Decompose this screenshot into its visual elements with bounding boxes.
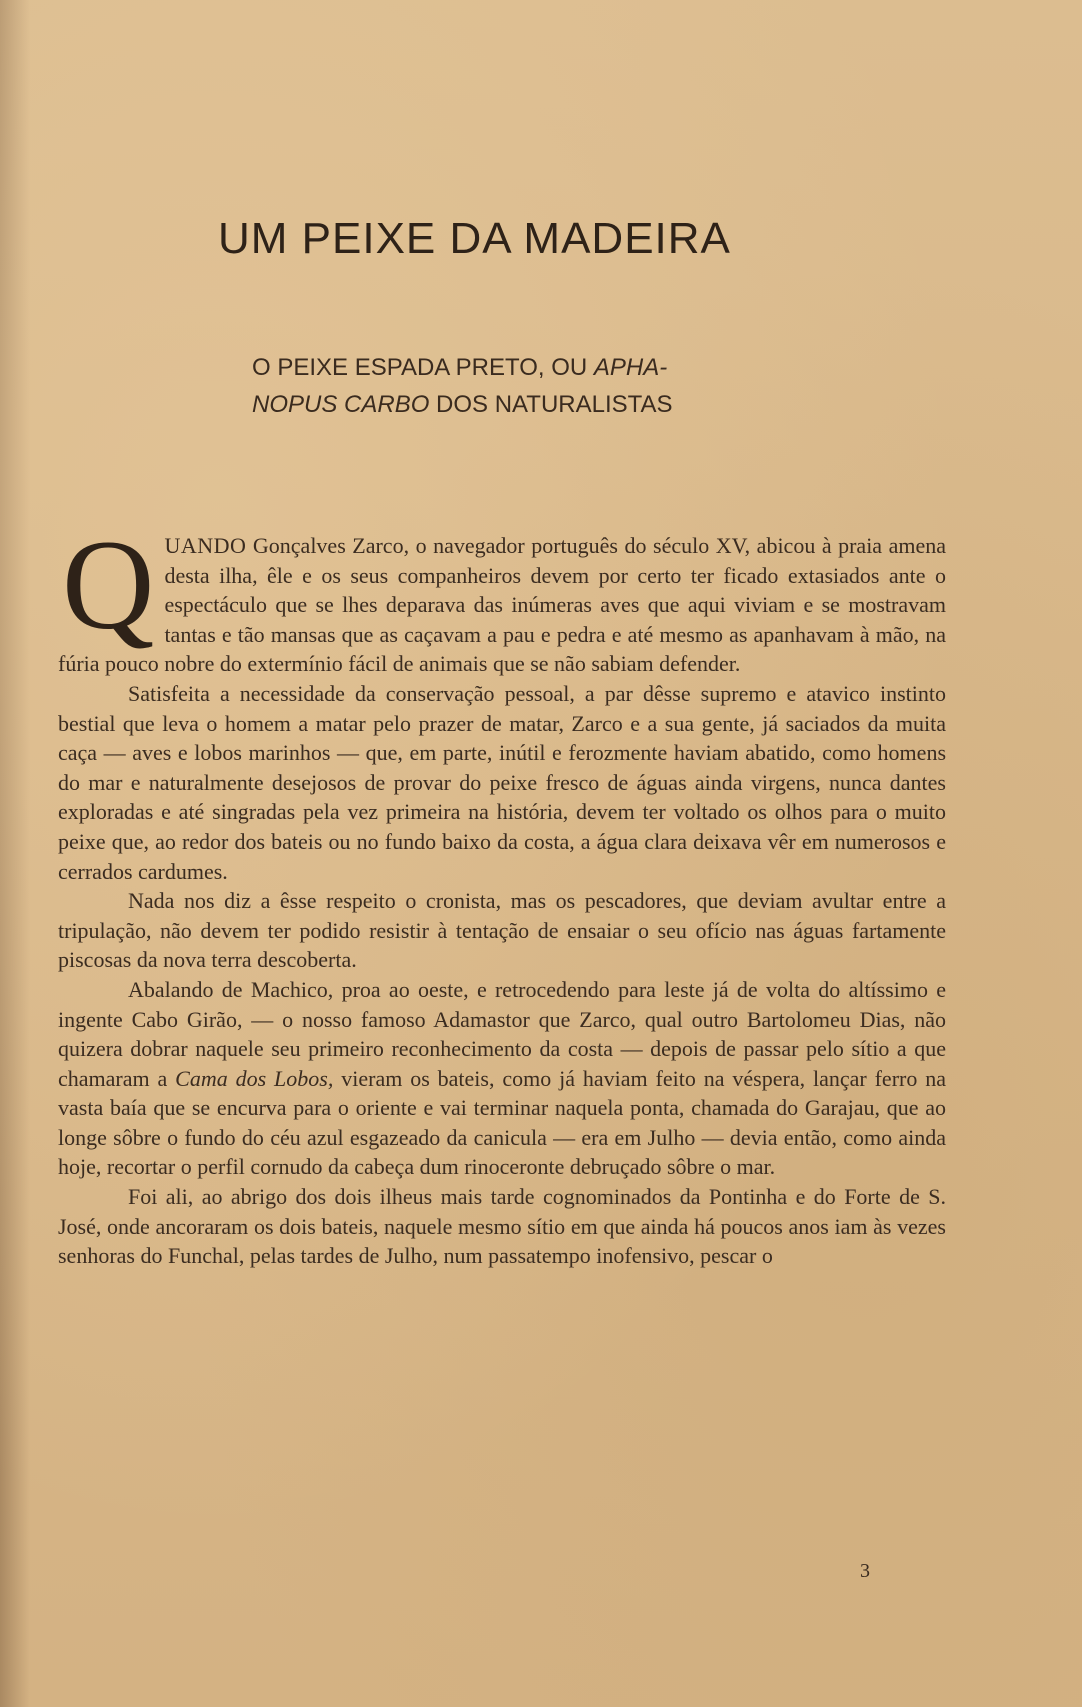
subtitle-line1-italic: APHA- [593,354,668,381]
paragraph-4-text-a: Abalando de Machico, proa ao oeste, e retrocedendo para leste já de volta do altíssimo e ingente Cabo Girão, — o nosso famoso Adamastor que Zarco, qual outro Bartolomeu Dias, não quizera dobrar naquele seu primeiro reconhecimento da costa — depois de passar pelo sítio a que chamaram a [58,976,946,1091]
paragraph-5: Foi ali, ao abrigo dos dois ilheus mais tarde cognominados da Pontinha e do Forte de S. José, onde ancoraram os dois bateis, naquele mesmo sítio em que ainda há poucos anos iam às vezes senhoras do Funchal, pelas tardes de Julho, num passatempo inofensivo, pescar o [58,1184,946,1269]
page-title: UM PEIXE DA MADEIRA [218,214,731,263]
paragraph-2: Satisfeita a necessidade da conservação pessoal, a par dêsse supremo e atavico instinto bestial que leva o homem a matar pelo prazer de matar, Zarco e a sua gente, já saciados da muita caça — aves e lobos marinhos — que, em parte, inútil e ferozmente haviam abatido, como homens do mar e naturalmente desejosos de provar do peixe fresco de águas ainda virgens, nunca dantes exploradas e até singradas pela vez primeira na história, devem ter voltado os olhos para o muito peixe que, ao redor dos bateis ou no fundo baixo da costa, a água clara deixava vêr em numerosos e cerrados cardumes. [58,680,946,884]
paragraph-3: Nada nos diz a êsse respeito o cronista, mas os pescadores, que deviam avultar entre a tripulação, não devem ter podido resistir à tentação de ensaiar o seu ofício nas águas fartamente piscosas da nova terra descoberta. [58,888,946,973]
paragraph-4-text-b: vieram os bateis, como já haviam feito na véspera, lançar ferro na vasta baía que se encurva para o oriente e vai terminar naquela ponta, chamada do Garajau, que ao longe sôbre o fundo do céu azul esgazeado da canicula — era em Julho — devia então, como ainda hoje, recortar o perfil cornudo da cabeça dum rinoceronte debruçado sôbre o mar. [58,1065,947,1180]
paragraph-1 [58,514,946,679]
drop-cap: Q [62,514,155,656]
paragraph-1-text: Gonçalves Zarco, o navegador português do século XV, abicou à praia amena desta ilha, êle e os seus companheiros devem por certo ter ficado extasiados ante o espectáculo que se lhes deparava das inúmeras aves que aqui viviam e se mostravam tantas e tão mansas que as caçavam a pau e pedra e até mesmo as apanhavam à mão, na fúria pouco nobre do extermínio fácil de animais que se não sabiam defender. [58,533,946,677]
paragraph-4-italic: Cama dos Lobos, [175,1065,334,1091]
subtitle-line1-prefix: O PEIXE ESPADA PRETO, OU [252,354,594,381]
page-number: 3 [860,1560,870,1582]
subtitle-line2-suffix: DOS NATURALISTAS [429,391,673,418]
subtitle-line2-italic: NOPUS CARBO [252,391,430,418]
body-text [58,514,947,1271]
subtitle [252,349,812,423]
paragraph-4 [58,975,946,1182]
lead-caps: UANDO [164,533,247,558]
